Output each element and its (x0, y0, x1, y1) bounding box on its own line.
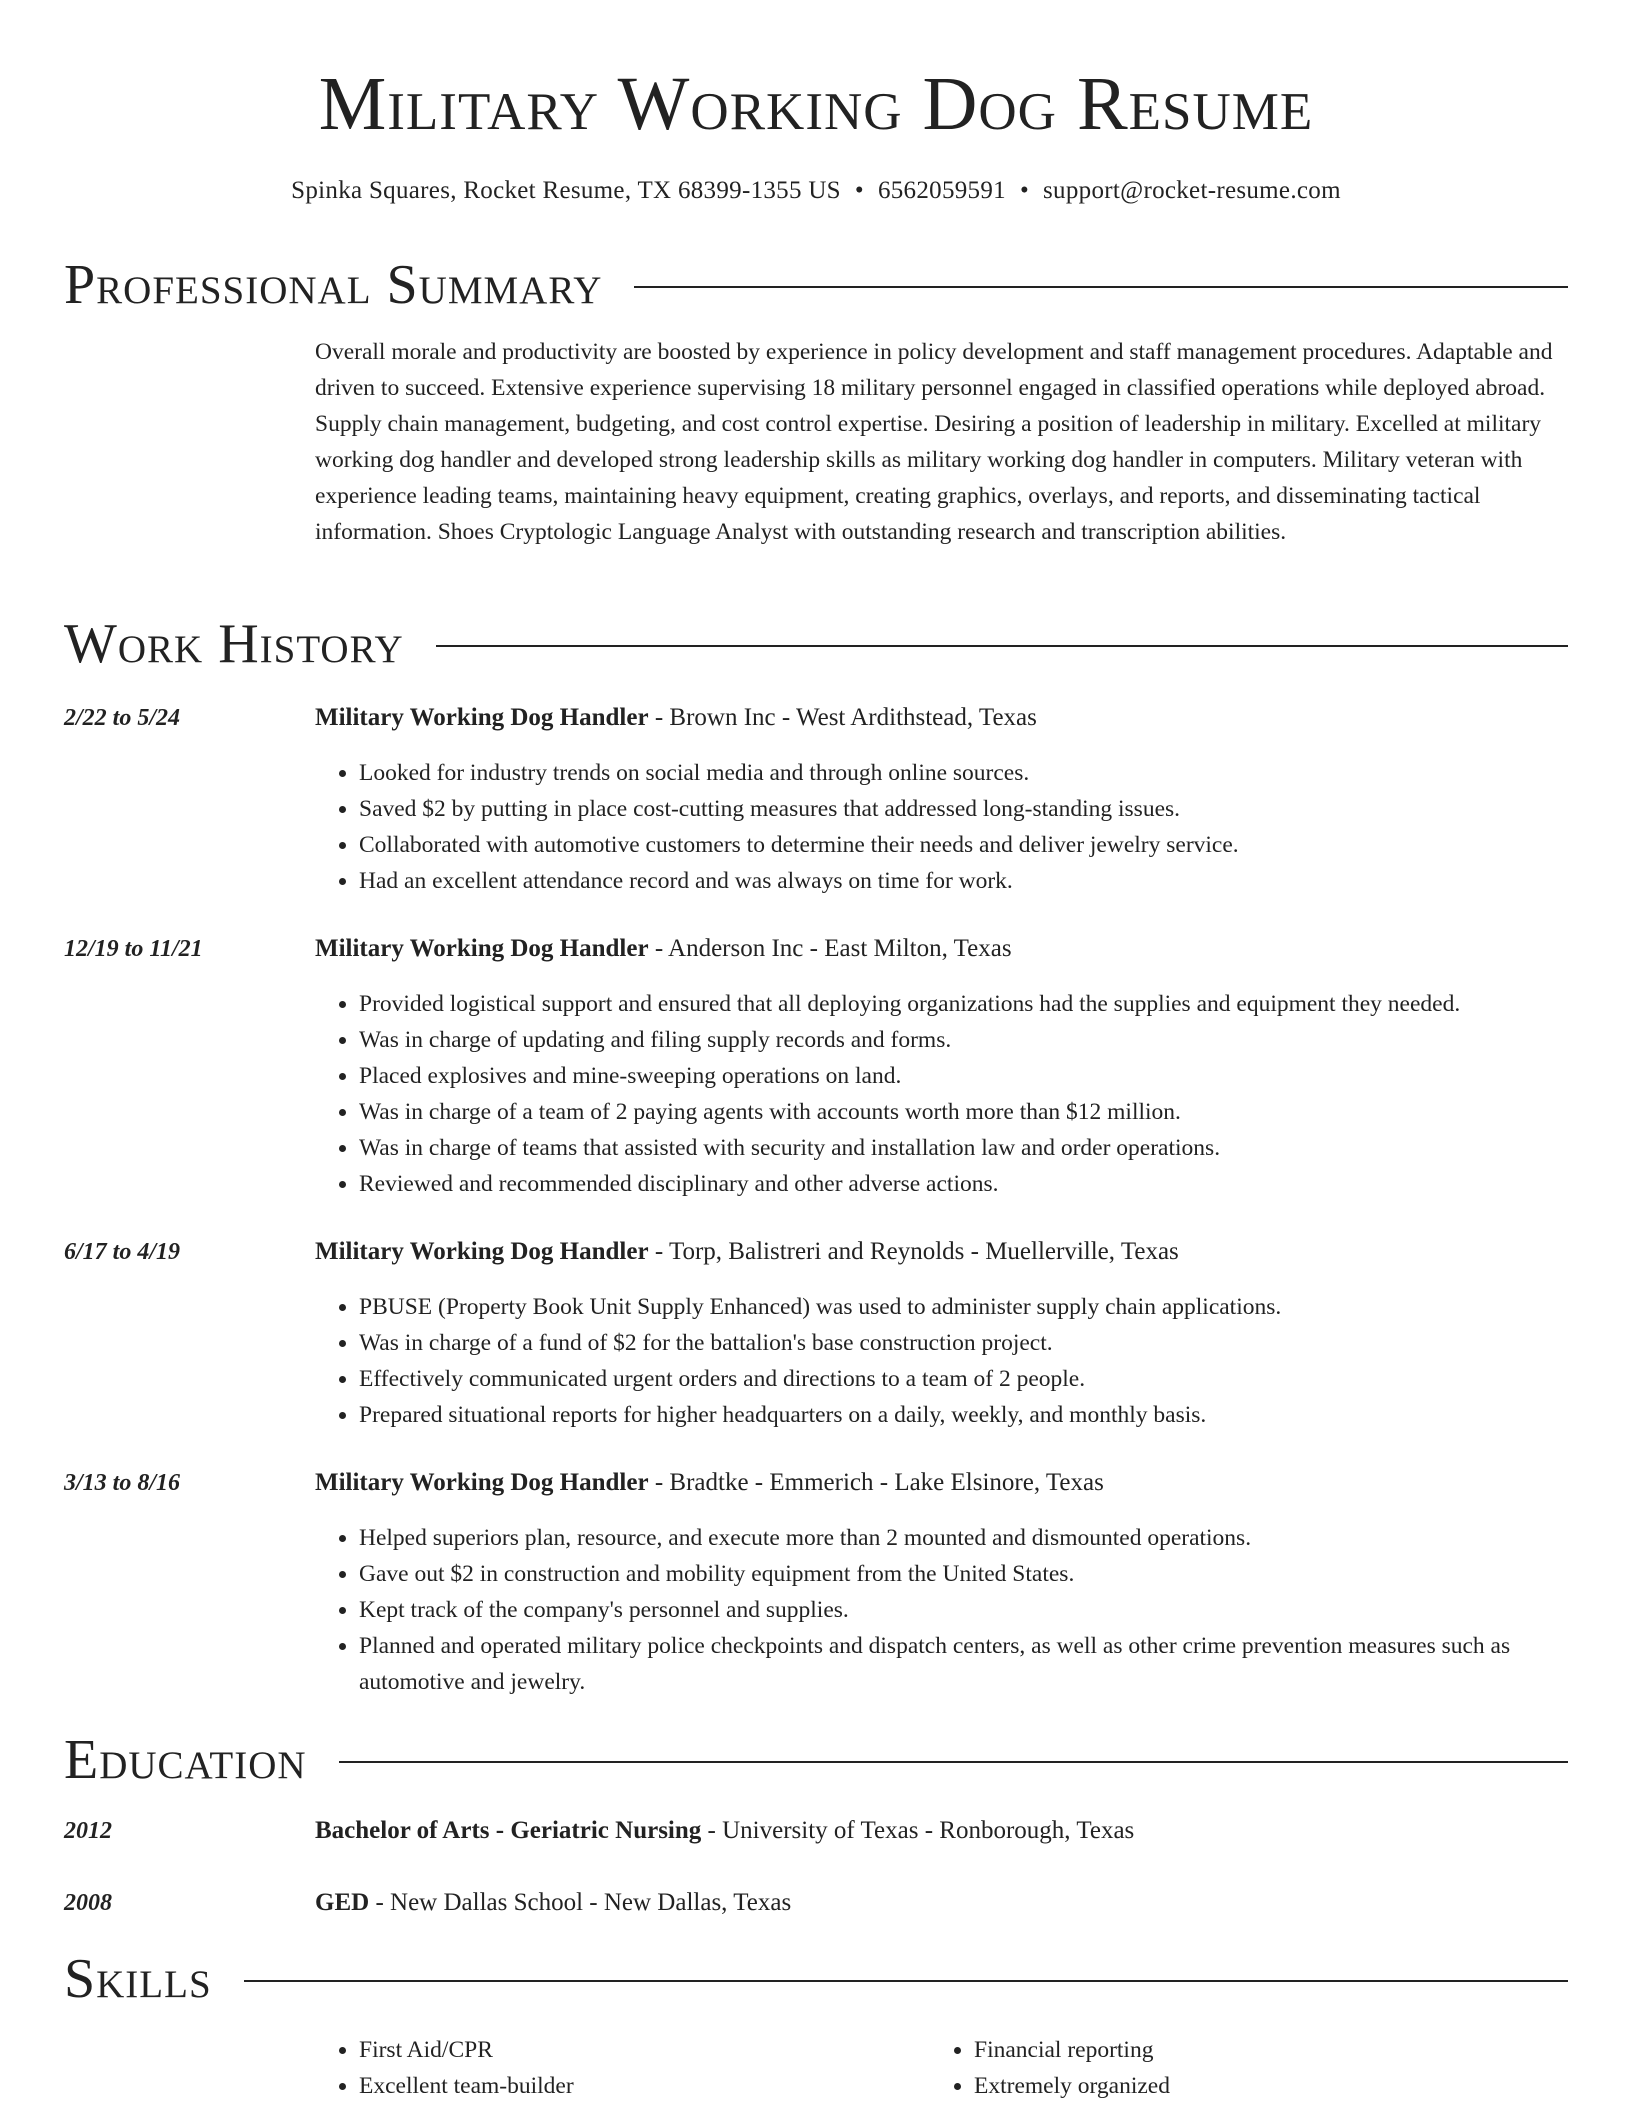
job-bullets (315, 1289, 1568, 1433)
section-divider (634, 286, 1568, 288)
job-bullet: • Gave out $2 in construction and mobility equipment from the United States. (359, 1556, 1568, 1592)
contact-phone: 6562059591 (877, 177, 1006, 204)
job-role: Military Working Dog Handler (315, 1469, 649, 1496)
job-bullet: • Saved $2 by putting in place cost-cutting measures that addressed long-standing issues. (359, 791, 1568, 827)
contact-line (64, 174, 1568, 208)
skills-heading: Skills (64, 1948, 212, 2010)
job-bullets (315, 1520, 1568, 1700)
summary-text: Overall morale and productivity are boosted by experience in policy development and staff management procedures. Adaptable and driven to succeed. Extensive experience supervising 18 military personnel engaged in classified operations while deployed abroad. Supply chain management, budgeting, and cost control expertise. Desiring a position of leadership in military. Excelled at military working dog handler and developed strong leadership skills as military working dog handler in computers. Military veteran with experience leading teams, maintaining heavy equipment, creating graphics, overlays, and reports, and disseminating tactical information. Shoes Cryptologic Language Analyst with outstanding research and transcription abilities. (315, 339, 1553, 545)
job-bullet: • Provided logistical support and ensured that all deploying organizations had the supplies and equipment they needed. (359, 986, 1568, 1022)
job-details: - Torp, Balistreri and Reynolds - Muellerville, Texas (648, 1238, 1179, 1265)
education-header (315, 1814, 1568, 1848)
section-divider (436, 645, 1568, 647)
job-header (315, 932, 1568, 966)
skills-list-right (930, 2032, 1530, 2104)
contact-separator: • (1019, 177, 1030, 204)
education-heading: Education (64, 1729, 307, 1791)
job-bullet: • Had an excellent attendance record and was always on time for work. (359, 863, 1568, 899)
job-bullets (315, 755, 1568, 899)
skill-item: • Excellent team-builder (359, 2068, 915, 2104)
job-bullet: • PBUSE (Property Book Unit Supply Enhanced) was used to administer supply chain applications. (359, 1289, 1568, 1325)
section-divider (339, 1761, 1568, 1763)
summary-section-header (64, 253, 1568, 317)
education-year: 2012 (64, 1818, 112, 1844)
contact-separator: • (854, 177, 864, 204)
job-dates: 3/13 to 8/16 (64, 1470, 181, 1496)
job-bullet: • Was in charge of updating and filing supply records and forms. (359, 1022, 1568, 1058)
job-details: - Bradtke - Emmerich - Lake Elsinore, Texas (648, 1469, 1104, 1496)
skills-section-header (64, 1947, 1568, 2011)
skill-item: • Extremely organized (974, 2068, 1530, 2104)
skills-list-left (315, 2032, 915, 2104)
job-details: - Anderson Inc - East Milton, Texas (648, 935, 1012, 962)
job-bullet: • Was in charge of a team of 2 paying agents with accounts worth more than $12 million. (359, 1094, 1568, 1130)
job-role: Military Working Dog Handler (315, 935, 649, 962)
job-role: Military Working Dog Handler (315, 704, 649, 731)
job-header (315, 1235, 1568, 1269)
summary-heading: Professional Summary (64, 254, 603, 316)
resume-title: Military Working Dog Resume (318, 62, 1314, 146)
job-bullet: • Planned and operated military police checkpoints and dispatch centers, as well as other crime prevention measures such as automotive and jewelry. (359, 1628, 1568, 1700)
job-role: Military Working Dog Handler (315, 1238, 649, 1265)
job-bullet: • Reviewed and recommended disciplinary and other adverse actions. (359, 1166, 1568, 1202)
job-details: - Brown Inc - West Ardithstead, Texas (648, 704, 1037, 731)
education-details: - New Dallas School - New Dallas, Texas (369, 1889, 792, 1916)
job-bullet: • Prepared situational reports for higher headquarters on a daily, weekly, and monthly basis. (359, 1397, 1568, 1433)
education-degree: Bachelor of Arts - Geriatric Nursing (315, 1817, 702, 1844)
contact-address: Spinka Squares, Rocket Resume, TX 68399-1355 US (291, 177, 841, 204)
job-bullet: • Placed explosives and mine-sweeping operations on land. (359, 1058, 1568, 1094)
education-details: - University of Texas - Ronborough, Texas (701, 1817, 1135, 1844)
education-header (315, 1886, 1568, 1920)
skill-item: • Financial reporting (974, 2032, 1530, 2068)
job-bullet: • Was in charge of a fund of $2 for the battalion's base construction project. (359, 1325, 1568, 1361)
section-divider (244, 1980, 1568, 1982)
job-bullet: • Helped superiors plan, resource, and execute more than 2 mounted and dismounted operations. (359, 1520, 1568, 1556)
skill-item: • First Aid/CPR (359, 2032, 915, 2068)
work-heading: Work History (64, 613, 404, 675)
education-section-header (64, 1728, 1568, 1792)
job-bullet: • Was in charge of teams that assisted with security and installation law and order operations. (359, 1130, 1568, 1166)
contact-email[interactable]: support@rocket-resume.com (1043, 177, 1341, 204)
job-dates: 2/22 to 5/24 (64, 705, 181, 731)
job-header (315, 1466, 1568, 1500)
job-header (315, 701, 1568, 735)
job-bullets (315, 986, 1568, 1202)
job-bullet: • Kept track of the company's personnel and supplies. (359, 1592, 1568, 1628)
work-section-header (64, 612, 1568, 676)
job-dates: 6/17 to 4/19 (64, 1239, 181, 1265)
job-bullet: • Collaborated with automotive customers to determine their needs and deliver jewelry service. (359, 827, 1568, 863)
education-year: 2008 (64, 1890, 112, 1916)
job-bullet: • Looked for industry trends on social media and through online sources. (359, 755, 1568, 791)
job-dates: 12/19 to 11/21 (64, 936, 203, 962)
education-degree: GED (315, 1889, 370, 1916)
job-bullet: • Effectively communicated urgent orders and directions to a team of 2 people. (359, 1361, 1568, 1397)
